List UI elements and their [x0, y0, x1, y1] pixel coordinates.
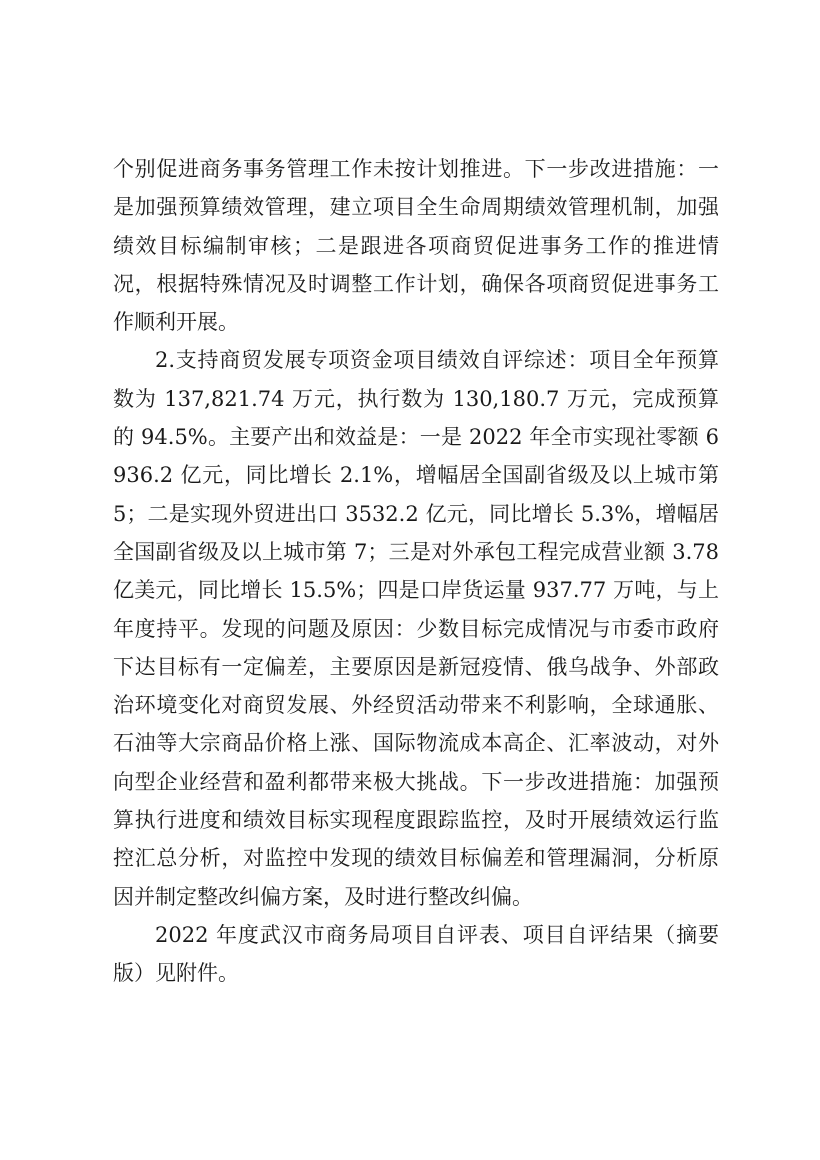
document-body	[113, 150, 719, 993]
paragraph-attachment-note: 2022 年度武汉市商务局项目自评表、项目自评结果（摘要版）见附件。	[113, 922, 719, 986]
paragraph-continuation: 个别促进商务事务管理工作未按计划推进。下一步改进措施：一是加强预算绩效管理，建立项目全生命周期绩效管理机制，加强绩效目标编制审核；二是跟进各项商贸促进事务工作的推进情况，根据特殊情况及时调整工作计划，确保各项商贸促进事务工作顺利开展。	[113, 157, 719, 335]
paragraph-project-review-summary: 2.支持商贸发展专项资金项目绩效自评综述：项目全年预算数为 137,821.74 万元，执行数为 130,180.7 万元，完成预算的 94.5%。主要产出和效益是：一是 2022 年全市实现社零额 6936.2 亿元，同比增长 2.1%，增幅居全国副省级及以上城市第 5；二是实现外贸进出口 3532.2 亿元，同比增长 5.3%，增幅居全国副省级及以上城市第 7；三是对外承包工程完成营业额 3.78 亿美元，同比增长 15.5%；四是口岸货运量 937.77 万吨，与上年度持平。发现的问题及原因：少数目标完成情况与市委市政府下达目标有一定偏差，主要原因是新冠疫情、俄乌战争、外部政治环境变化对商贸发展、外经贸活动带来不利影响，全球通胀、石油等大宗商品价格上涨、国际物流成本高企、汇率波动，对外向型企业经营和盈利都带来极大挑战。下一步改进措施：加强预算执行进度和绩效目标实现程度跟踪监控，及时开展绩效运行监控汇总分析，对监控中发现的绩效目标偏差和管理漏洞，分析原因并制定整改纠偏方案，及时进行整改纠偏。	[113, 348, 719, 909]
